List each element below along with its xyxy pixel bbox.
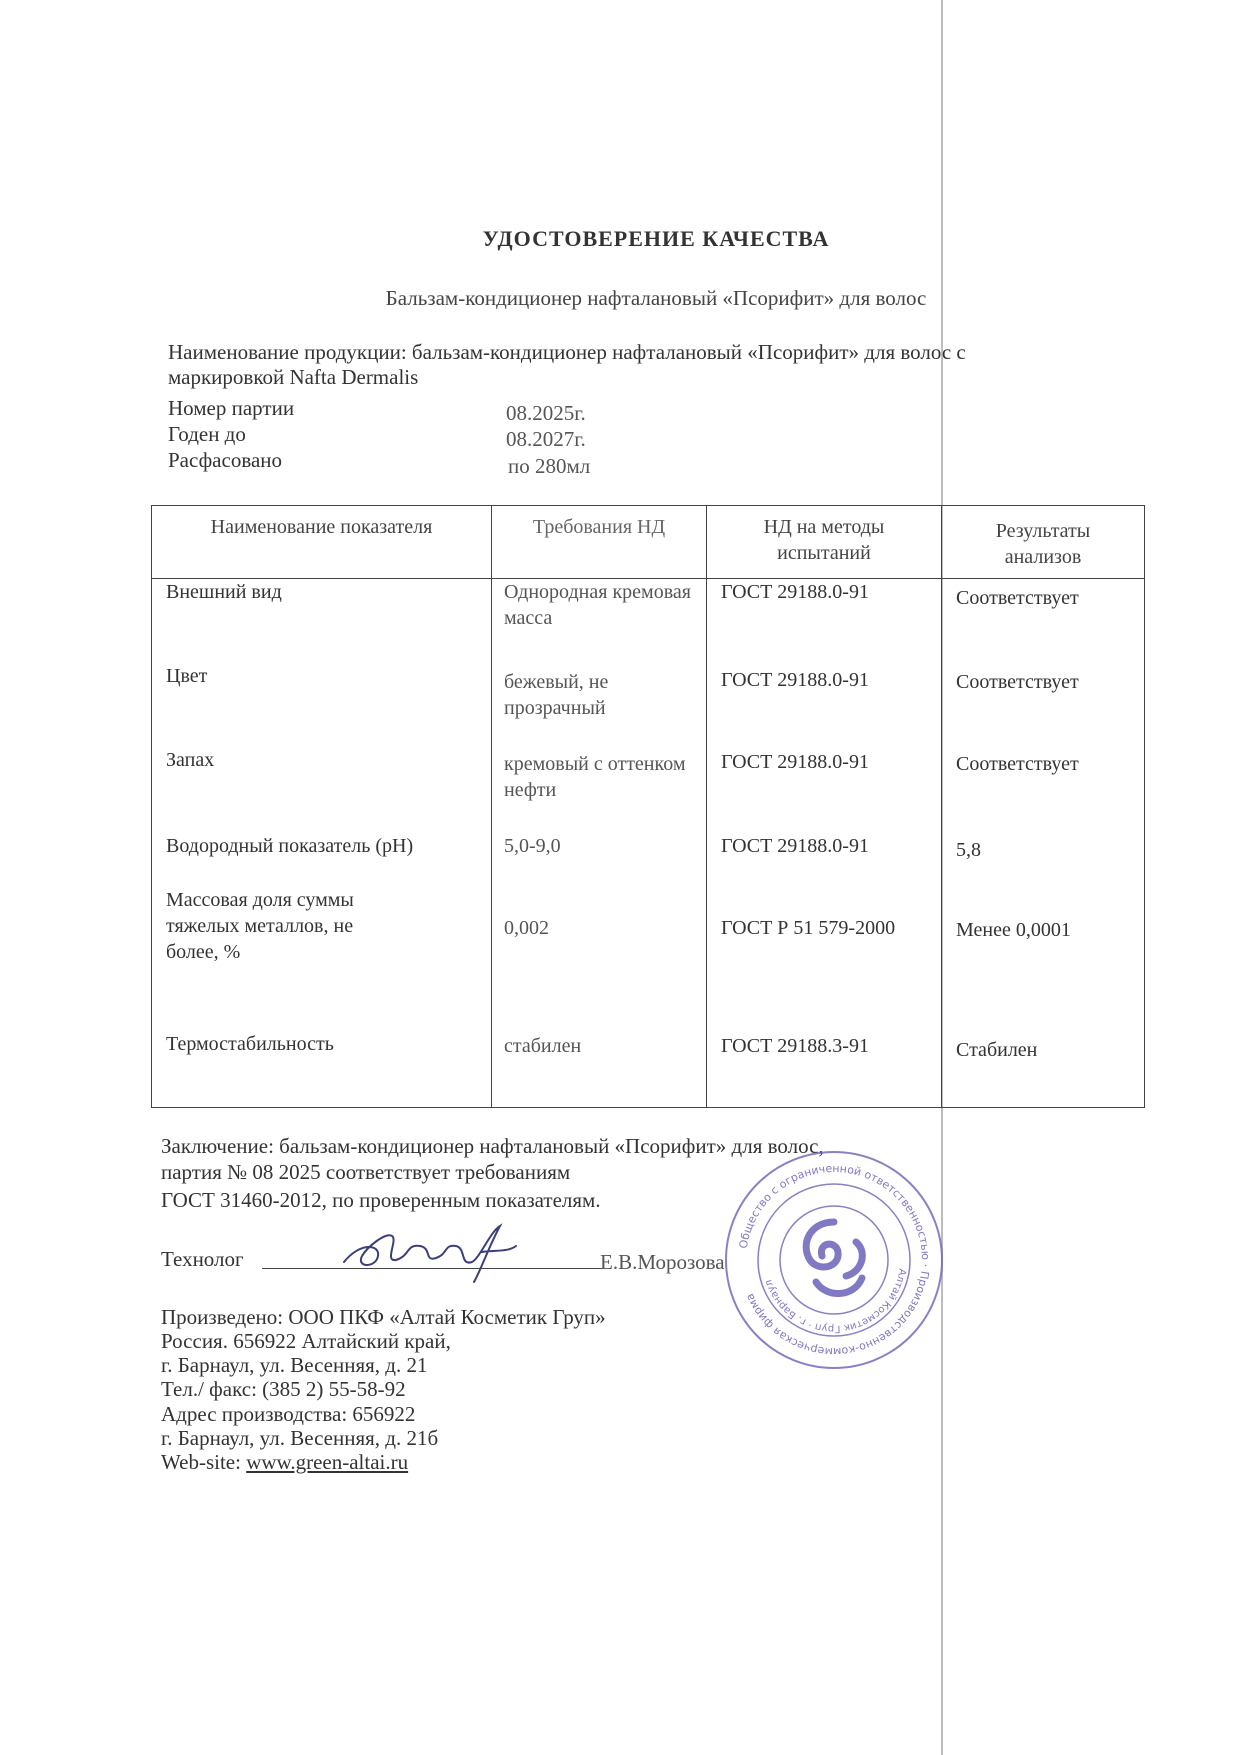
svg-text:Общество с ограниченной ответс: Общество с ограниченной ответственностью · Производственно-коммерческая фирма [736,1161,933,1359]
row-result: 5,8 [956,838,981,861]
producer-line5: Адрес производства: 656922 [161,1402,416,1426]
row-requirement: стабилен [504,1034,582,1057]
row-result: Менее 0,0001 [956,918,1071,941]
row-method: ГОСТ 29188.0-91 [721,750,869,773]
row-method: ГОСТ 29188.3-91 [721,1034,869,1057]
producer-line1: Произведено: ООО ПКФ «Алтай Косметик Груп» [161,1305,606,1329]
table-row [152,579,1145,663]
header-indicator: Наименование показателя [152,506,492,579]
row-requirement: кремовый с оттенком нефти [504,752,686,801]
row-name: Запах [166,748,215,771]
table-header-row [152,506,1145,579]
row-name: Водородный показатель (рН) [166,834,414,857]
row-result: Соответствует [956,670,1079,693]
website-line [161,1449,408,1475]
product-name-line1: Наименование продукции: бальзам-кондиционер нафталановый «Псорифит» для волос с [168,340,966,364]
batch-label: Номер партии [168,396,295,420]
producer-line3: г. Барнаул, ул. Весенняя, д. 21 [161,1353,428,1377]
row-method: ГОСТ 29188.0-91 [721,834,869,857]
conclusion-line2: партия № 08 2025 соответствует требованиям [161,1160,571,1184]
header-methods: НД на методы испытаний [707,506,942,579]
batch-value: 08.2025г. [506,401,586,425]
row-requirement: 5,0-9,0 [504,834,561,857]
technologist-name: Е.В.Морозова [600,1250,725,1274]
svg-text:Алтай Косметик Груп · г. Барна: Алтай Косметик Груп · г. Барнаул [763,1267,908,1335]
row-result: Соответствует [956,587,1079,609]
company-stamp [722,1148,946,1372]
document-title: УДОСТОВЕРЕНИЕ КАЧЕСТВА [482,226,830,251]
website-label: Web-site: [161,1450,247,1474]
table-row [152,831,1145,887]
table-row [152,887,1145,1027]
row-method: ГОСТ 29188.0-91 [721,581,869,603]
row-method: ГОСТ Р 51 579-2000 [721,916,896,939]
packed-value: по 280мл [508,454,591,478]
row-requirement: бежевый, не прозрачный [504,670,609,719]
row-requirement: Однородная кремовая масса [504,581,691,629]
table-row [152,747,1145,831]
document-subtitle: Бальзам-кондиционер нафталановый «Псорифит» для волос [385,286,927,310]
row-name: Внешний вид [166,581,282,603]
producer-line6: г. Барнаул, ул. Весенняя, д. 21б [161,1426,439,1450]
header-requirements: Требования НД [492,506,707,579]
technologist-label: Технолог [161,1247,244,1271]
quality-table [151,505,1145,1108]
table-row [152,663,1145,747]
conclusion-line1: Заключение: бальзам-кондиционер нафталановый «Псорифит» для волос, [161,1134,824,1158]
conclusion-line3: ГОСТ 31460-2012, по проверенным показателям. [161,1188,601,1212]
row-name: Цвет [166,664,208,687]
row-result: Стабилен [956,1038,1038,1061]
website-link[interactable]: www.green-altai.ru [246,1450,409,1474]
packed-label: Расфасовано [168,448,283,472]
signature [340,1222,520,1286]
row-method: ГОСТ 29188.0-91 [721,668,869,691]
row-requirement: 0,002 [504,916,549,939]
producer-line4: Тел./ факс: (385 2) 55-58-92 [161,1377,406,1401]
row-name: Термостабильность [166,1032,334,1055]
row-name: Массовая доля суммы тяжелых металлов, не более, % [166,888,354,963]
producer-line2: Россия. 656922 Алтайский край, [161,1329,451,1353]
product-name-line2: маркировкой Nafta Dermalis [168,365,419,389]
row-result: Соответствует [956,752,1079,775]
expiry-label: Годен до [168,422,246,446]
header-results: Результаты анализов [942,506,1145,579]
expiry-value: 08.2027г. [506,427,586,451]
table-row [152,1027,1145,1108]
